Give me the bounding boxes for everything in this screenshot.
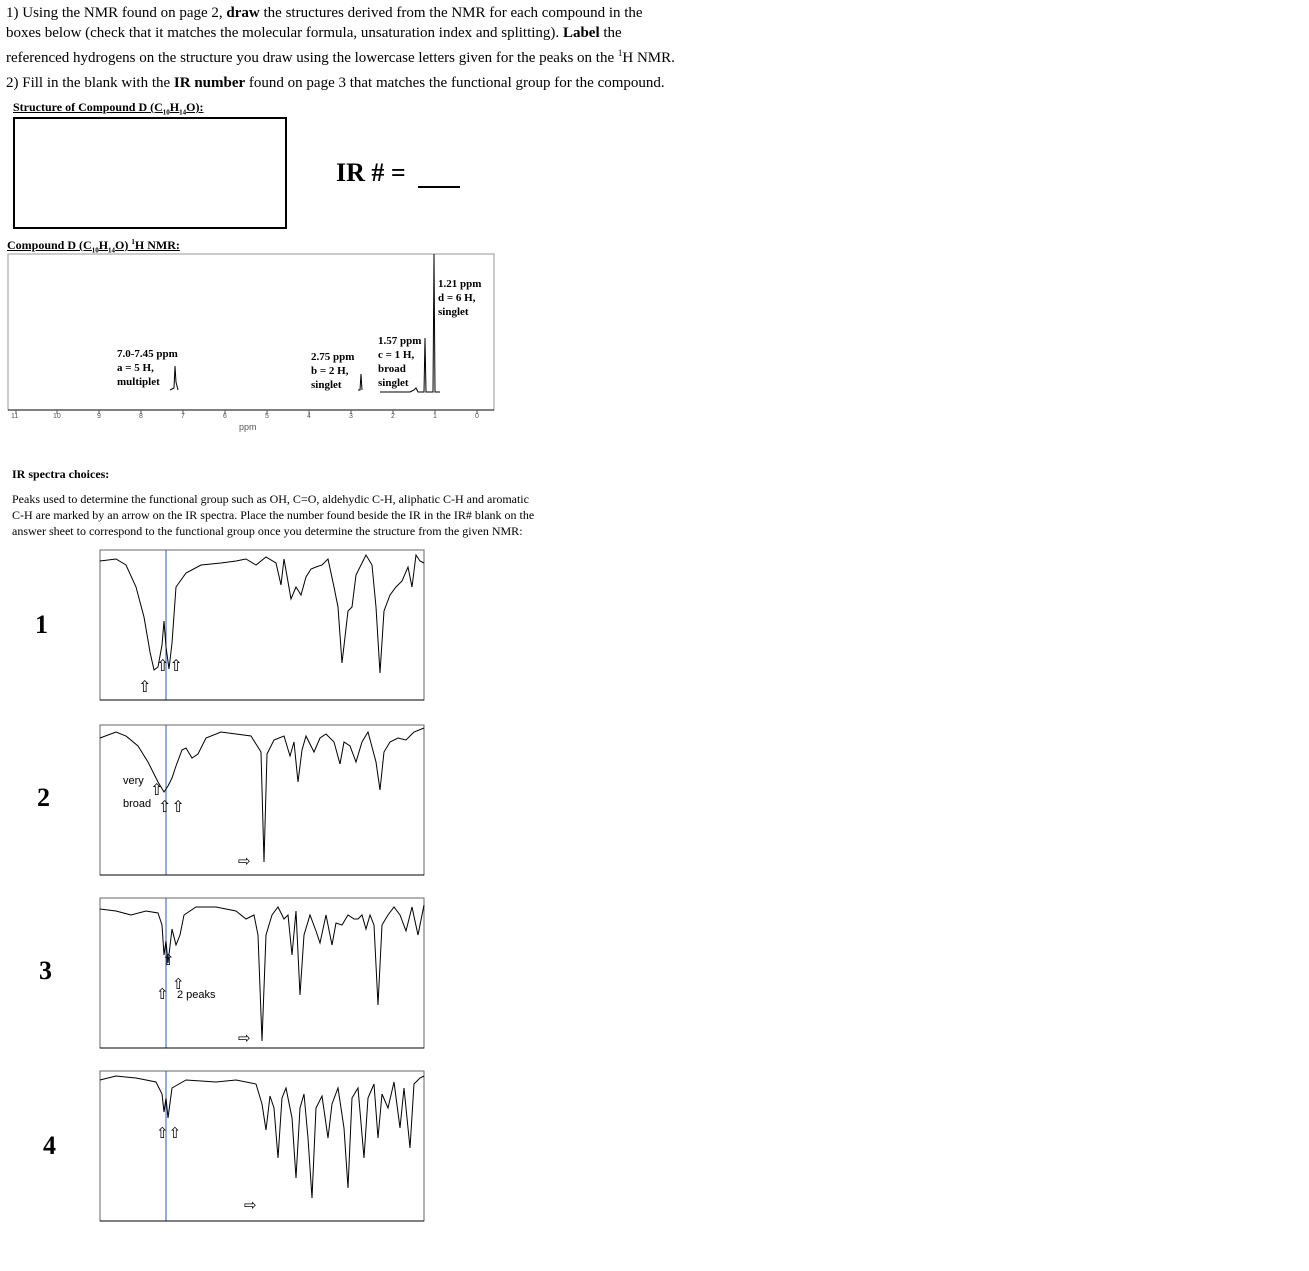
ir-section-heading: IR spectra choices: [12,467,110,481]
svg-text:⇧: ⇧ [172,975,185,993]
svg-text:⇨: ⇨ [244,1196,257,1214]
ir-2-note-broad: broad [123,798,152,810]
svg-text:⇨: ⇨ [238,1029,251,1047]
instruction-1-line-3: referenced hydrogens on the structure you draw using the lowercase letters given for the peaks on the $^1$H NMR. [6,48,675,66]
ir-spectrum-number-4: 4 [43,1131,56,1160]
ir-spectrum-1 [86,547,428,712]
instruction-2: 2) Fill in the blank with the IR number found on page 3 that matches the functional group for the compound. [6,75,665,91]
instruction-1-line-2: boxes below (check that it matches the molecular formula, unsaturation index and splitting). Label the [6,25,622,41]
ir-answer-label: IR # = [336,158,406,187]
svg-text:⇧: ⇧ [138,677,152,696]
nmr-axis-unit: ppm [239,422,257,432]
svg-text:⇧⇧: ⇧⇧ [156,656,183,675]
ir-answer-blank[interactable] [418,186,460,188]
ir-spectrum-number-2: 2 [37,783,50,812]
structure-heading: Structure of Compound D $(C_{10}H_{14}O)$: [13,100,204,117]
structure-drawing-box[interactable] [13,117,287,229]
svg-text:⇧: ⇧ [156,985,169,1003]
nmr-peak-c-label: 1.57 ppm c = 1 H, broad singlet [378,335,422,389]
ir-2-note-very: very [123,775,144,787]
svg-text:⇨: ⇨ [238,852,251,870]
svg-text:⇧: ⇧ [162,951,175,969]
ir-3-note-2-peaks: 2 peaks [177,989,216,1001]
svg-text:⇧⇧: ⇧⇧ [156,1124,182,1142]
nmr-heading: Compound D $(C_{10}H_{14}O)$ $^1$H NMR: [7,238,180,255]
svg-text:⇧: ⇧ [150,780,164,799]
nmr-spectrum [0,250,500,435]
ir-spectrum-number-1: 1 [35,610,48,639]
ir-spectrum-number-3: 3 [39,956,52,985]
svg-text:⇧⇧: ⇧⇧ [158,797,185,816]
nmr-peak-a-label: 7.0-7.45 ppm a = 5 H, multiplet [117,348,178,388]
ir-spectrum-4 [86,1068,428,1233]
nmr-peak-d-label: 1.21 ppm d = 6 H, singlet [438,278,482,318]
ir-section-description: Peaks used to determine the functional group such as OH, C=O, aldehydic C-H, aliphatic C-H and aromatic C-H are marked by an arrow on the IR spectra. Place the number found beside the IR in the IR# blank on the answer sheet to correspond to the functional group once you determine the structure from the given NMR: [12,492,535,538]
instruction-1-line-1: 1) Using the NMR found on page 2, draw the structures derived from the NMR for each compound in the [6,5,643,21]
nmr-peak-b-label: 2.75 ppm b = 2 H, singlet [311,351,355,391]
ir-spectrum-3 [86,895,428,1055]
nmr-axis-ticks: 11 10 9 8 7 6 5 4 3 2 1 0 [11,413,479,420]
